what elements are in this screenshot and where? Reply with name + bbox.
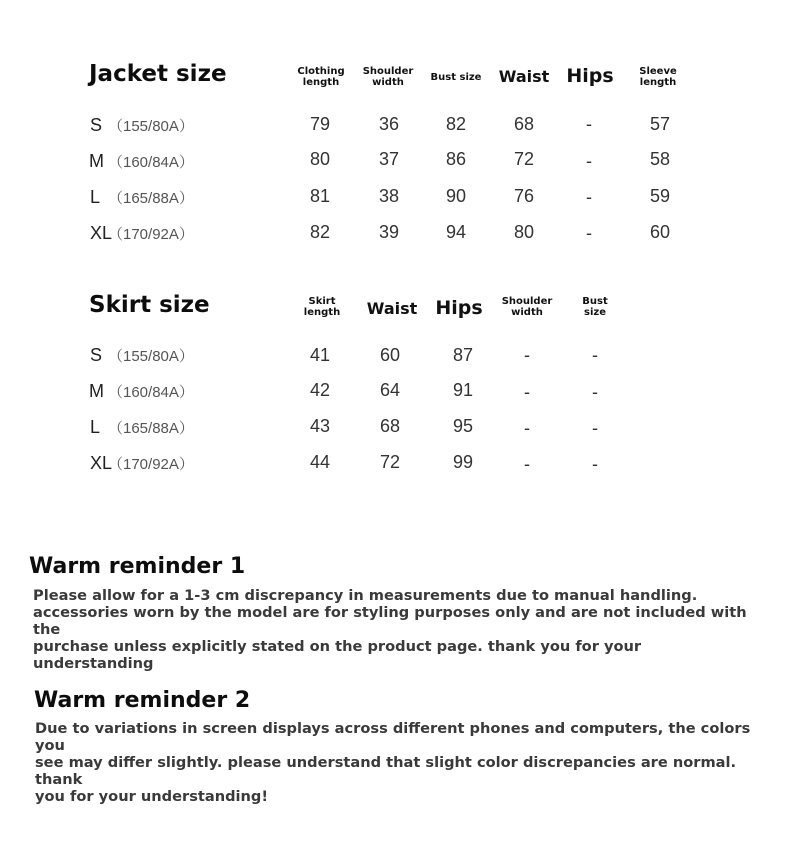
size-label: M	[89, 151, 104, 171]
table-cell: 80	[309, 149, 331, 169]
jacket-header-sleeve-length: Sleeve length	[639, 66, 677, 88]
reminder-line: see may differ slightly. please understand that slight color discrepancies are normal. thank	[35, 754, 737, 788]
table-cell: 82	[445, 114, 467, 134]
table-cell: -	[524, 382, 530, 402]
table-cell: 94	[445, 222, 467, 242]
table-cell: 44	[309, 452, 331, 472]
size-label: L	[90, 187, 101, 207]
table-cell: 72	[513, 149, 535, 169]
skirt-header-hips: Hips	[435, 297, 483, 319]
jacket-header-shoulder-width: Shoulder width	[362, 66, 414, 88]
jacket-header-waist: Waist	[498, 67, 550, 86]
size-label: L	[90, 417, 101, 437]
reminder-line: accessories worn by the model are for styling purposes only and are not included with the	[33, 604, 747, 638]
table-cell: -	[592, 345, 598, 365]
size-spec: （160/84A）	[108, 154, 194, 171]
warm-reminder-1-title: Warm reminder 1	[29, 554, 246, 579]
table-cell: 80	[513, 222, 535, 242]
warm-reminder-2-title: Warm reminder 2	[34, 688, 251, 713]
table-cell: 86	[445, 149, 467, 169]
table-cell: -	[586, 114, 592, 134]
reminder-line: Due to variations in screen displays across different phones and computers, the colors you	[35, 720, 751, 754]
table-cell: 59	[649, 186, 671, 206]
table-cell: 41	[309, 345, 331, 365]
skirt-header-skirt-length: Skirt length	[303, 296, 341, 318]
skirt-size-title: Skirt size	[89, 292, 210, 318]
table-cell: 43	[309, 416, 331, 436]
table-cell: 38	[378, 186, 400, 206]
table-cell: -	[524, 454, 530, 474]
table-cell: -	[586, 151, 592, 171]
jacket-header-hips: Hips	[566, 65, 614, 87]
table-cell: 60	[379, 345, 401, 365]
jacket-header-clothing-length: Clothing length	[297, 66, 345, 88]
table-cell: 37	[378, 149, 400, 169]
table-cell: 57	[649, 114, 671, 134]
jacket-header-bust-size: Bust size	[430, 72, 482, 83]
table-cell: -	[586, 223, 592, 243]
jacket-size-title: Jacket size	[89, 61, 227, 87]
reminder-line: Please allow for a 1-3 cm discrepancy in measurements due to manual handling.	[33, 587, 698, 604]
table-cell: 79	[309, 114, 331, 134]
table-cell: 42	[309, 380, 331, 400]
table-cell: 76	[513, 186, 535, 206]
table-cell: 82	[309, 222, 331, 242]
table-cell: 87	[452, 345, 474, 365]
skirt-header-waist: Waist	[366, 299, 418, 318]
table-cell: 81	[309, 186, 331, 206]
table-cell: 39	[378, 222, 400, 242]
table-cell: 72	[379, 452, 401, 472]
table-cell: -	[586, 187, 592, 207]
table-cell: -	[592, 454, 598, 474]
size-label: S	[90, 115, 103, 135]
size-spec: （170/92A）	[108, 226, 194, 243]
size-spec: （170/92A）	[108, 456, 194, 473]
table-cell: 68	[379, 416, 401, 436]
size-label: M	[89, 381, 104, 401]
table-cell: -	[524, 345, 530, 365]
size-label: S	[90, 345, 103, 365]
table-cell: 95	[452, 416, 474, 436]
warm-reminder-1-text	[33, 587, 763, 672]
table-cell: 90	[445, 186, 467, 206]
table-cell: 91	[452, 380, 474, 400]
table-cell: 36	[378, 114, 400, 134]
size-spec: （165/88A）	[108, 420, 194, 437]
size-spec: （155/80A）	[108, 348, 194, 365]
warm-reminder-2-text	[35, 720, 765, 805]
size-spec: （160/84A）	[108, 384, 194, 401]
reminder-line: you for your understanding!	[35, 788, 269, 805]
size-spec: （165/88A）	[108, 190, 194, 207]
table-cell: 60	[649, 222, 671, 242]
table-cell: -	[524, 418, 530, 438]
reminder-line: purchase unless explicitly stated on the product page. thank you for your understanding	[33, 638, 642, 672]
size-label: XL	[90, 453, 113, 473]
table-cell: -	[592, 382, 598, 402]
skirt-header-shoulder-width: Shoulder width	[501, 296, 553, 318]
table-cell: -	[592, 418, 598, 438]
table-cell: 58	[649, 149, 671, 169]
size-label: XL	[90, 223, 113, 243]
size-spec: （155/80A）	[108, 118, 194, 135]
table-cell: 68	[513, 114, 535, 134]
skirt-header-bust-size: Bust size	[582, 296, 608, 318]
table-cell: 64	[379, 380, 401, 400]
table-cell: 99	[452, 452, 474, 472]
